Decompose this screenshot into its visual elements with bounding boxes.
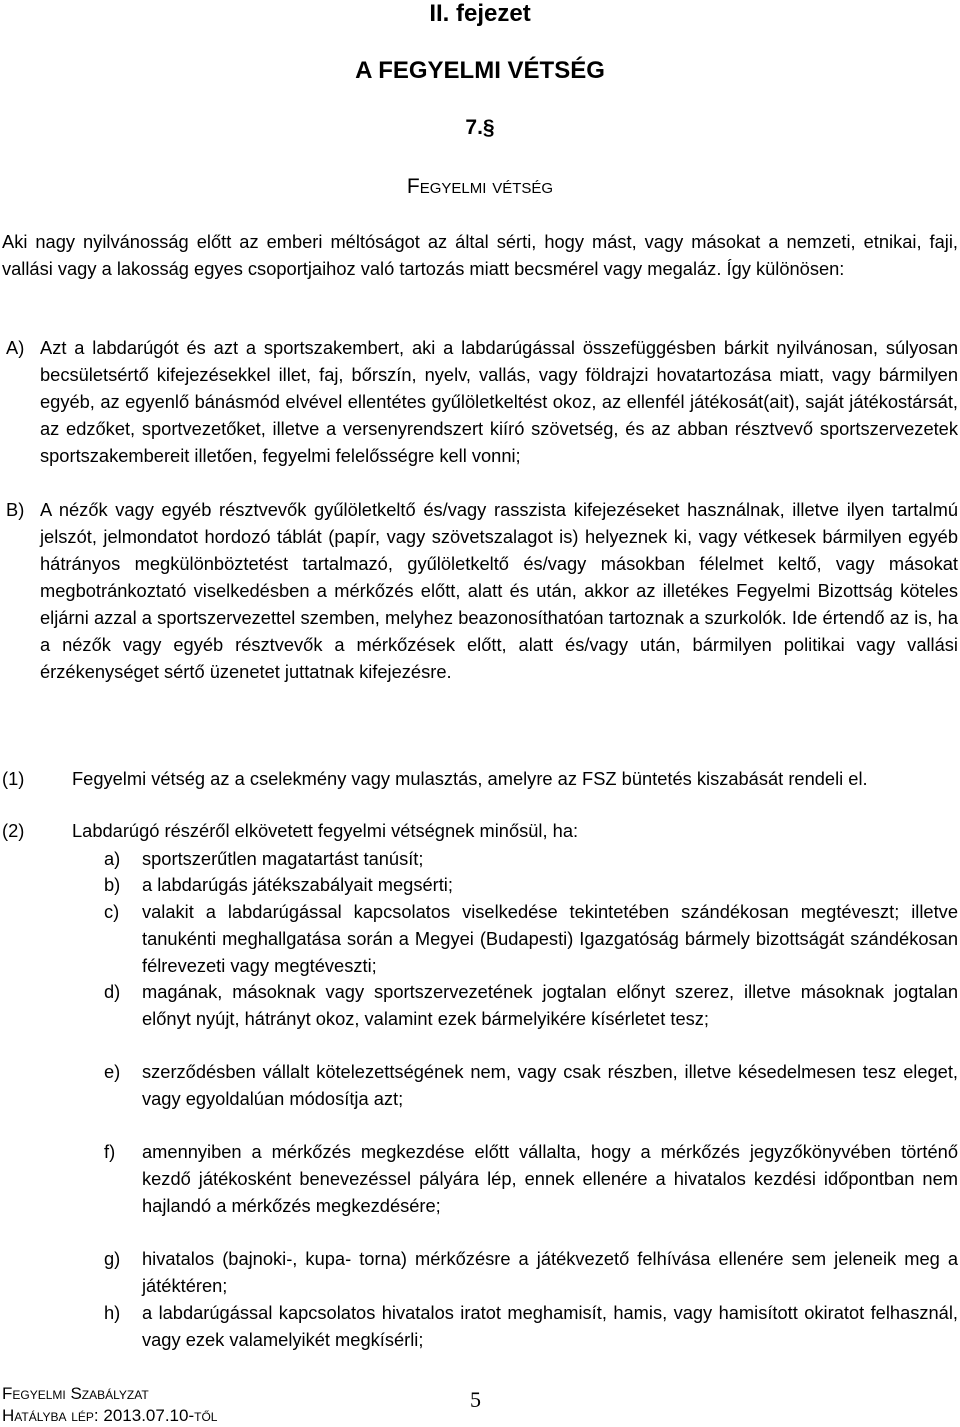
sub-item-c <box>104 898 958 979</box>
sub-item-label: c) <box>104 901 120 922</box>
sub-item-a <box>104 845 958 872</box>
paragraph-label: (1) <box>2 768 25 789</box>
sub-item-text: valakit a labdarúgással kapcsolatos viselkedése tekintetében szándékosan megtéveszt; illetve tanukénti meghallgatása során a Megyei (Budapesti) Igazgatóság bármely bizottságát szándékosan félrevezeti vagy megtéveszti; <box>142 901 958 976</box>
sub-item-text: hivatalos (bajnoki-, kupa- torna) mérkőzésre a játékvezető felhívása ellenére sem jeleneik meg a játéktéren; <box>142 1248 958 1296</box>
section-title: Fegyelmi vétség <box>406 175 554 198</box>
footer-effective-date: Hatályba lép: 2013.07.10-től <box>2 1406 218 1425</box>
sub-item-text: sportszerűtlen magatartást tanúsít; <box>142 848 424 869</box>
paragraph-label: (2) <box>2 820 25 841</box>
section-number: 7.§ <box>465 116 495 139</box>
item-label: B) <box>6 499 25 520</box>
sub-item-label: g) <box>104 1248 121 1269</box>
item-label: A) <box>6 337 25 358</box>
sub-item-h <box>104 1299 958 1353</box>
paragraph-text: Fegyelmi vétség az a cselekmény vagy mulasztás, amelyre az FSZ büntetés kiszabását rendeli el. <box>72 768 868 789</box>
document-title: A FEGYELMI VÉTSÉG <box>355 57 605 84</box>
sub-item-label: e) <box>104 1061 121 1082</box>
footer <box>2 1383 217 1427</box>
sub-item-e <box>104 1058 958 1112</box>
lead-paragraph: Aki nagy nyilvánosság előtt az emberi méltóságot az által sérti, hogy mást, vagy másokat a nemzeti, etnikai, faji, vallási vagy a lakosság egyes csoportjaihoz való tartozás miatt becsmérel vagy megaláz. Így különösen: <box>2 231 958 279</box>
sub-item-text: a labdarúgással kapcsolatos hivatalos iratot meghamisít, hamis, vagy hamisított okiratot felhasznál, vagy ezek valamelyikét megkísérli; <box>142 1302 958 1350</box>
sub-item-g <box>104 1245 958 1299</box>
item-b <box>2 496 958 685</box>
sub-item-label: d) <box>104 981 121 1002</box>
sub-item-text: amennyiben a mérkőzés megkezdése előtt vállalta, hogy a mérkőzés jegyzőkönyvében történő kezdő játékosként benevezéssel pályára lép, ennek ellenére a hivatalos kezdési időpontban nem hajlandó a mérkőzés megkezdésére; <box>142 1141 958 1216</box>
paragraph-text: Labdarúgó részéről elkövetett fegyelmi vétségnek minősül, ha: <box>72 820 579 841</box>
page-number: 5 <box>470 1387 481 1412</box>
chapter-heading: II. fejezet <box>429 0 531 27</box>
sub-item-label: h) <box>104 1302 121 1323</box>
sub-item-b <box>104 871 958 898</box>
sub-item-label: f) <box>104 1141 116 1162</box>
sub-item-d <box>104 978 958 1032</box>
sub-item-text: szerződésben vállalt kötelezettségének nem, vagy csak részben, illetve késedelmesen tesz eleget, vagy egyoldalúan módosítja azt; <box>142 1061 958 1109</box>
paragraph-1 <box>2 765 958 792</box>
sub-item-label: b) <box>104 874 121 895</box>
item-text: Azt a labdarúgót és azt a sportszakembert, aki a labdarúgással összefüggésben bárkit nyilvánosan, súlyosan becsületsértő kifejezésekkel illet, faj, bőrszín, nyelv, vallás, vagy földrajzi hovatartozása miatt, vagy bármilyen egyéb, az egyenlő bánásmód elvével ellentétes gyűlöletkeltést okoz, az ellenfél játékosát(ait), saját játékostársát, az edzőket, sportvezetőket, illetve a versenyrendszert kiíró szövetség, és az abban résztvevő sportszervezetek sportszakembereit illetően, fegyelmi felelősségre kell vonni; <box>40 337 958 466</box>
item-a <box>2 334 958 469</box>
footer-document-name: Fegyelmi Szabályzat <box>2 1384 149 1403</box>
sub-item-label: a) <box>104 848 121 869</box>
sub-item-text: magának, másoknak vagy sportszervezetének jogtalan előnyt szerez, illetve másoknak jogtalan előnyt nyújt, hátrányt okoz, valamint ezek bármelyikére kísérletet tesz; <box>142 981 958 1029</box>
sub-item-f <box>104 1138 958 1219</box>
paragraph-2 <box>2 817 958 844</box>
item-text: A nézők vagy egyéb résztvevők gyűlöletkeltő és/vagy rasszista kifejezéseket használnak, illetve ilyen tartalmú jelszót, jelmondatot hordozó táblát (papír, vagy szövetszalagot is) helyeznek ki, vagy vétkesek bármilyen egyéb hátrányos megkülönböztetést tartalmazó, gyűlöletkeltő és/vagy másokban félelmet keltő, vagy másokat megbotránkoztató viselkedésben a mérkőzés előtt, alatt és után, akkor az illetékes Fegyelmi Bizottság köteles eljárni azzal a sportszervezettel szemben, melyhez beazonosíthatóan tartoznak a szurkolók. Ide értendő az is, ha a nézők vagy egyéb résztvevők a mérkőzések előtt, alatt és/vagy után, bármilyen politikai vagy vallási érzékenységet sértő üzenetet juttatnak kifejezésre. <box>40 499 958 682</box>
sub-item-text: a labdarúgás játékszabályait megsérti; <box>142 874 453 895</box>
